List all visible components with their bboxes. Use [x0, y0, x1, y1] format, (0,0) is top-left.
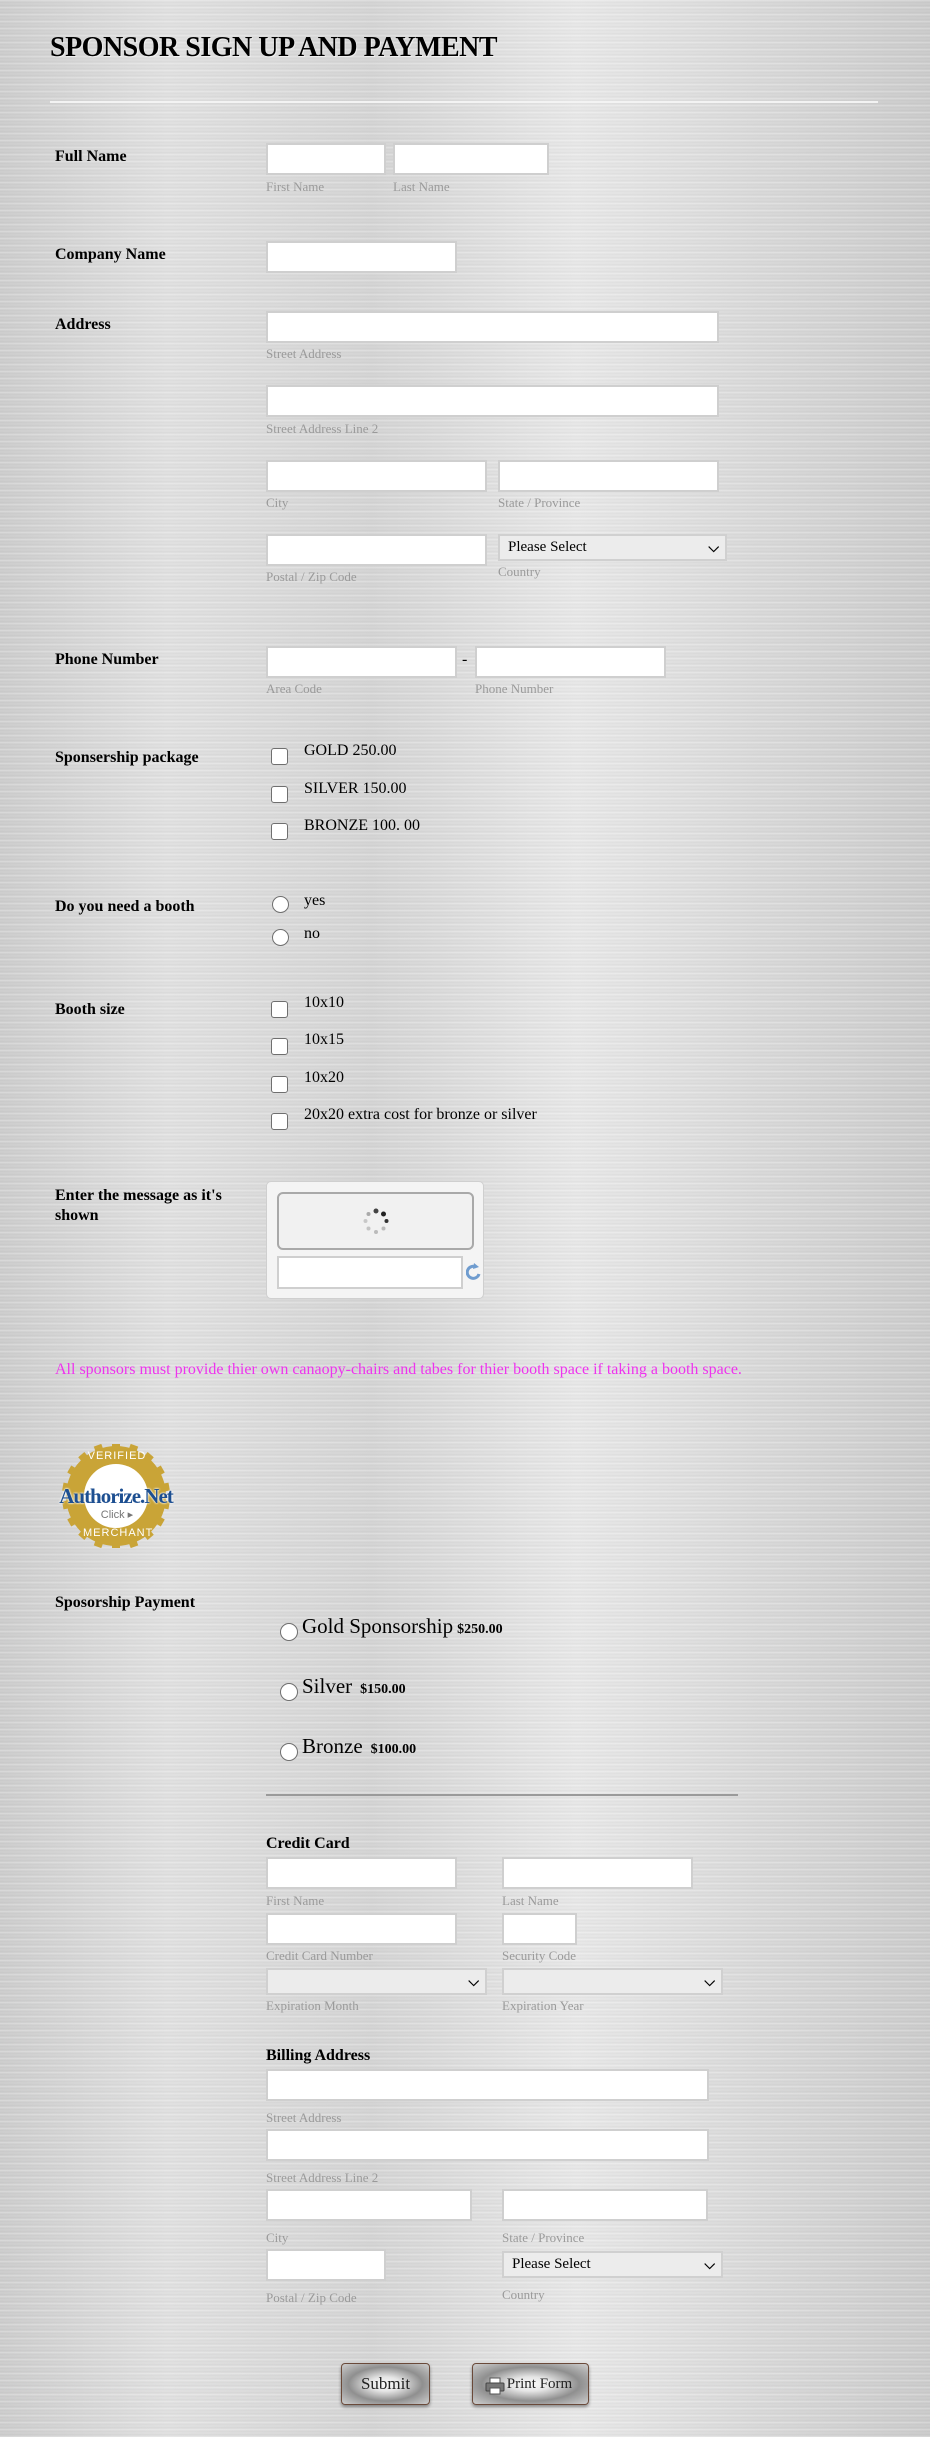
city-input[interactable]	[266, 460, 487, 492]
country-select[interactable]	[498, 534, 727, 561]
country-select-value: Please Select	[508, 539, 587, 555]
sponsorship-package-label: Sponsership package	[55, 749, 199, 766]
street-address-line2-sublabel: Street Address Line 2	[266, 421, 379, 436]
radio[interactable]	[280, 1743, 298, 1761]
expiration-month-sublabel: Expiration Month	[266, 1998, 359, 2013]
last-name-sublabel: Last Name	[393, 179, 450, 194]
phone-label: Phone Number	[55, 651, 159, 668]
badge-click-text: Click ▸	[100, 1509, 134, 1521]
captcha-label: Enter the message as it's shown	[55, 1187, 222, 1224]
state-input[interactable]	[498, 460, 719, 492]
cc-security-code-input[interactable]	[502, 1913, 577, 1945]
payment-label: Sposorship Payment	[55, 1594, 196, 1611]
billing-state-input[interactable]	[502, 2189, 708, 2221]
radio[interactable]	[272, 896, 289, 913]
loading-spinner-icon	[361, 1207, 391, 1237]
checkbox[interactable]	[271, 786, 288, 803]
country-sublabel: Country	[498, 564, 541, 579]
checkbox[interactable]	[271, 1038, 288, 1055]
first-name-input[interactable]	[266, 143, 386, 175]
full-name-label: Full Name	[55, 148, 127, 165]
checkbox[interactable]	[271, 1113, 288, 1130]
chevron-down-icon: ⌵	[704, 1975, 715, 1990]
expiration-year-sublabel: Expiration Year	[502, 1998, 584, 2013]
street-address-line2-input[interactable]	[266, 385, 719, 417]
captcha-container	[266, 1181, 484, 1299]
expiration-year-select[interactable]	[502, 1968, 723, 1995]
printer-icon	[485, 2377, 505, 2395]
checkbox[interactable]	[271, 1076, 288, 1093]
cc-last-name-input[interactable]	[502, 1857, 693, 1889]
cc-last-name-sublabel: Last Name	[502, 1893, 559, 1908]
booth-size-label: Booth size	[55, 1001, 125, 1018]
page-title: SPONSOR SIGN UP AND PAYMENT	[50, 32, 498, 63]
last-name-input[interactable]	[393, 143, 549, 175]
badge-brand-text: Authorize.Net	[59, 1484, 173, 1508]
checkbox[interactable]	[271, 748, 288, 765]
captcha-input[interactable]	[277, 1256, 463, 1289]
first-name-sublabel: First Name	[266, 179, 325, 194]
title-divider	[50, 101, 878, 103]
address-label: Address	[55, 316, 111, 333]
street-address-input[interactable]	[266, 311, 719, 343]
phone-number-input[interactable]	[475, 646, 666, 678]
billing-city-input[interactable]	[266, 2189, 472, 2221]
cc-first-name-sublabel: First Name	[266, 1893, 325, 1908]
billing-street2-input[interactable]	[266, 2129, 709, 2161]
company-name-label: Company Name	[55, 246, 166, 263]
billing-country-select-value: Please Select	[512, 2256, 591, 2272]
phone-number-sublabel: Phone Number	[475, 681, 554, 696]
zip-input[interactable]	[266, 534, 487, 566]
state-sublabel: State / Province	[498, 495, 581, 510]
chevron-down-icon: ⌵	[708, 541, 719, 556]
radio[interactable]	[280, 1623, 298, 1641]
refresh-icon[interactable]	[466, 1262, 482, 1282]
checkbox[interactable]	[271, 823, 288, 840]
area-code-input[interactable]	[266, 646, 457, 678]
chevron-down-icon: ⌵	[468, 1975, 479, 1990]
chevron-down-icon: ⌵	[704, 2258, 715, 2273]
billing-street-input[interactable]	[266, 2069, 709, 2101]
cc-number-input[interactable]	[266, 1913, 457, 1945]
payment-divider	[266, 1794, 738, 1796]
credit-card-title: Credit Card	[266, 1835, 350, 1852]
expiration-month-select[interactable]	[266, 1968, 487, 1995]
zip-sublabel: Postal / Zip Code	[266, 569, 357, 584]
cc-security-code-sublabel: Security Code	[502, 1948, 577, 1963]
billing-street2-sublabel: Street Address Line 2	[266, 2170, 379, 2185]
area-code-sublabel: Area Code	[266, 681, 322, 696]
billing-country-select[interactable]	[502, 2251, 723, 2278]
billing-street-sublabel: Street Address	[266, 2110, 342, 2125]
phone-separator: -	[462, 651, 468, 668]
print-form-button[interactable]: Print Form	[472, 2363, 589, 2405]
booth-notice-text: All sponsors must provide thier own canaopy-chairs and tabes for thier booth space if taking a booth space.	[55, 1361, 742, 1378]
authorize-net-badge[interactable]	[55, 1444, 177, 1548]
radio[interactable]	[280, 1683, 298, 1701]
badge-top-text: VERIFIED	[87, 1450, 147, 1462]
billing-zip-sublabel: Postal / Zip Code	[266, 2290, 357, 2305]
captcha-image	[277, 1192, 474, 1250]
booth-need-label: Do you need a booth	[55, 898, 195, 915]
billing-country-sublabel: Country	[502, 2287, 545, 2302]
billing-city-sublabel: City	[266, 2230, 289, 2245]
billing-state-sublabel: State / Province	[502, 2230, 585, 2245]
billing-zip-input[interactable]	[266, 2249, 386, 2281]
radio[interactable]	[272, 929, 289, 946]
city-sublabel: City	[266, 495, 289, 510]
cc-number-sublabel: Credit Card Number	[266, 1948, 373, 1963]
street-address-sublabel: Street Address	[266, 346, 342, 361]
cc-first-name-input[interactable]	[266, 1857, 457, 1889]
submit-button[interactable]: Submit	[341, 2363, 430, 2405]
badge-bottom-text: MERCHANT	[83, 1527, 154, 1539]
company-name-input[interactable]	[266, 241, 457, 273]
billing-address-title: Billing Address	[266, 2047, 371, 2064]
checkbox[interactable]	[271, 1001, 288, 1018]
